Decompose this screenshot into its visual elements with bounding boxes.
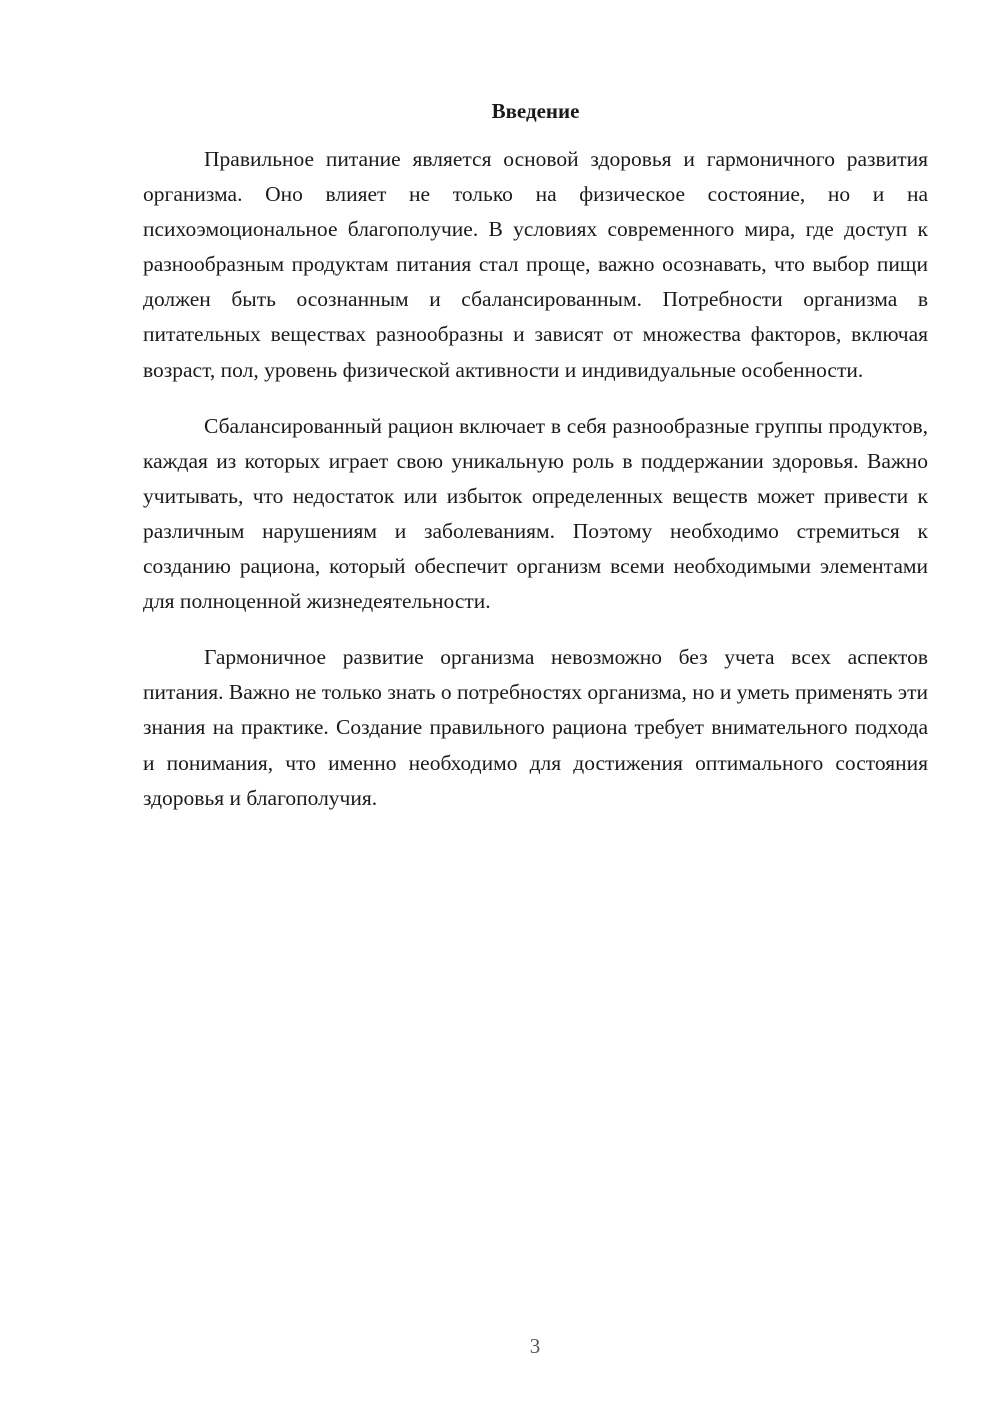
section-heading: Введение [491,99,580,123]
document-body [143,96,928,837]
page-number: 3 [529,1334,541,1358]
paragraph-2: Сбалансированный рацион включает в себя разнообразные группы продуктов, каждая из которых играет свою уникальную роль в поддержании здоровья. Важно учитывать, что недостаток или избыток определенных веществ может привести к различным нарушениям и заболеваниям. Поэтому необходимо стремиться к созданию рациона, который обеспечит организм всеми необходимыми элементами для полноценной жизнедеятельности. [143,413,928,614]
paragraph-1: Правильное питание является основой здоровья и гармоничного развития организма. Оно влияет не только на физическое состояние, но и на психоэмоциональное благополучие. В условиях современного мира, где доступ к разнообразным продуктам питания стал проще, важно осознавать, что выбор пищи должен быть осознанным и сбалансированным. Потребности организма в питательных веществах разнообразны и зависят от множества факторов, включая возраст, пол, уровень физической активности и индивидуальные особенности. [143,147,928,382]
paragraph-3: Гармоничное развитие организма невозможно без учета всех аспектов питания. Важно не только знать о потребностях организма, но и уметь применять эти знания на практике. Создание правильного рациона требует внимательного подхода и понимания, что именно необходимо для достижения оптимального состояния здоровья и благополучия. [143,645,928,810]
